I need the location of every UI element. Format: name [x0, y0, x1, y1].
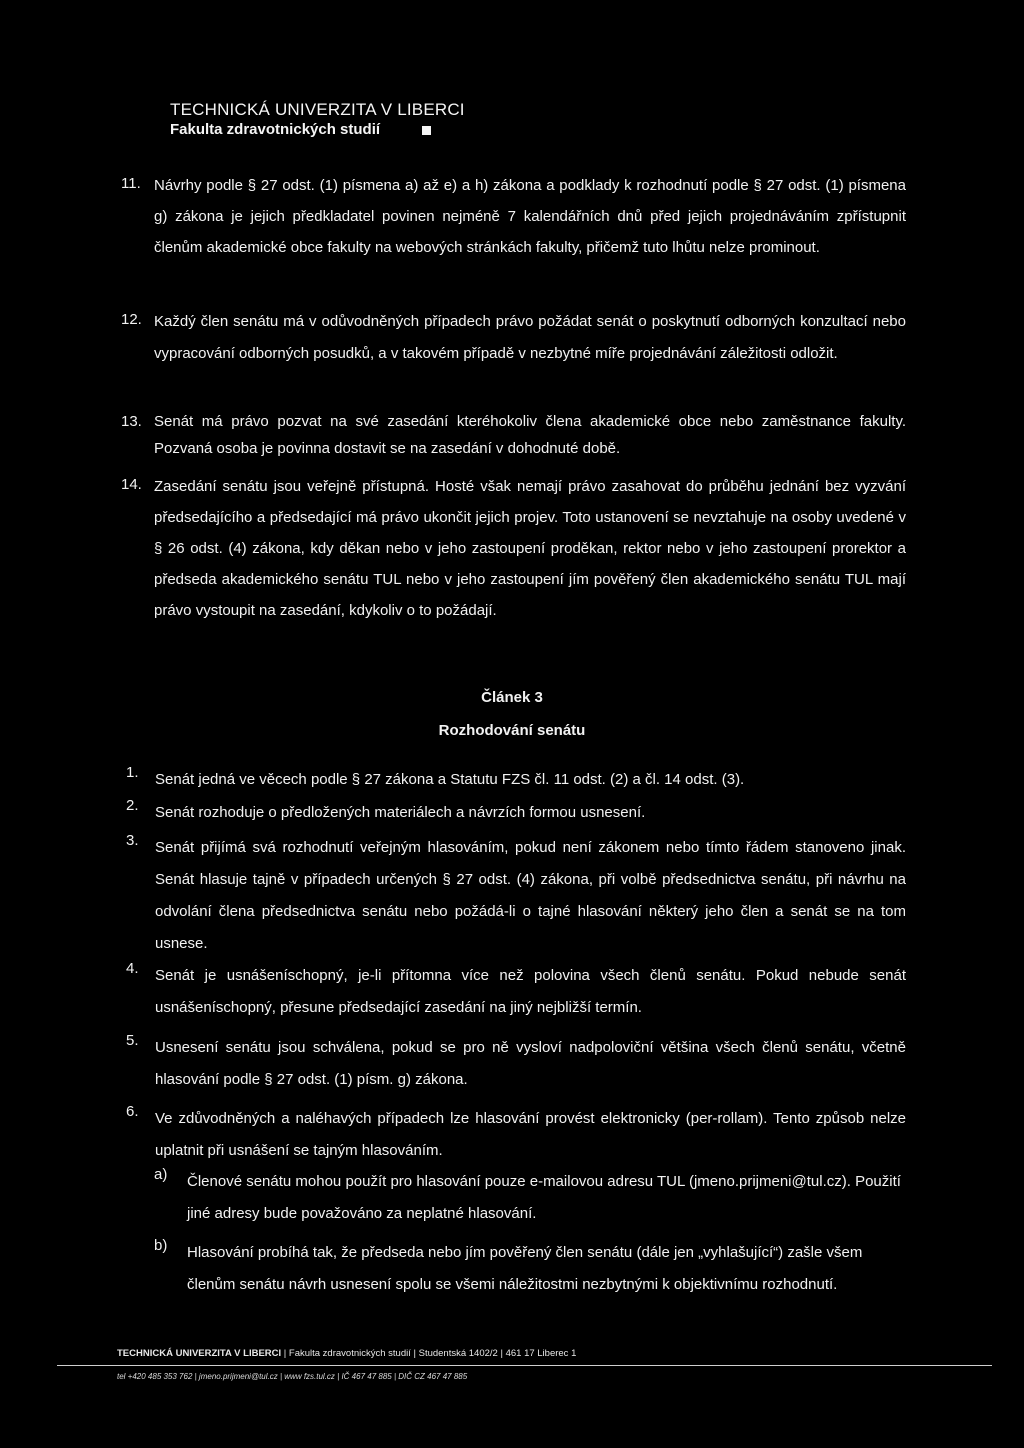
paragraph-number: 14. [121, 476, 142, 493]
document-footer [117, 1348, 877, 1381]
paragraph-13 [121, 408, 906, 462]
faculty-line [170, 120, 465, 140]
item-number: 6. [126, 1103, 139, 1120]
paragraph-number: 11. [121, 175, 141, 192]
article-title: Rozhodování senátu [438, 722, 586, 739]
item-text: Senát rozhoduje o předložených materiálech a návrzích formou usnesení. [155, 804, 646, 821]
paragraph-text: Zasedání senátu jsou veřejně přístupná. Hosté však nemají právo zasahovat do průběhu jednání bez vyzvání předsedajícího a předsedající má právo ukončit jejich projev. Toto ustanovení se nevztahuje na osoby uvedené v § 26 odst. (4) zákona, kdy děkan nebo v jeho zastoupení proděkan, rektor nebo v jeho zastoupení prorektor a předseda akademického senátu TUL nebo v jeho zastoupení jím pověřený člen akademického senátu TUL mají právo vystoupit na zasedání, kdykoliv o to požádají. [154, 478, 906, 619]
paragraph-14 [121, 471, 906, 626]
article-item-6 [126, 1103, 906, 1167]
paragraph-12 [121, 306, 906, 370]
sub-item-text: Členové senátu mohou použít pro hlasování pouze e-mailovou adresu TUL (jmeno.prijmeni@tul.cz). Použití jiné adresy bude považováno za neplatné hlasování. [187, 1173, 901, 1222]
footer-address-line [117, 1348, 877, 1359]
item-number: 3. [126, 832, 139, 849]
sub-item-letter: b) [154, 1237, 168, 1254]
article-item-1 [126, 764, 906, 796]
item-text: Senát jedná ve věcech podle § 27 zákona a Statutu FZS čl. 11 odst. (2) a čl. 14 odst. (3). [155, 771, 745, 788]
sub-item-a [154, 1166, 906, 1230]
university-name: TECHNICKÁ UNIVERZITA V LIBERCI [170, 100, 465, 119]
document-header [170, 100, 465, 140]
article-item-4 [126, 960, 906, 1024]
item-number: 4. [126, 960, 139, 977]
item-number: 2. [126, 797, 139, 814]
article-item-5 [126, 1032, 906, 1096]
item-text: Usnesení senátu jsou schválena, pokud se pro ně vysloví nadpoloviční většina všech členů senátu, včetně hlasování podle § 27 odst. (1) písm. g) zákona. [155, 1039, 906, 1088]
article-item-2 [126, 797, 906, 829]
paragraph-text: Každý člen senátu má v odůvodněných případech právo požádat senát o poskytnutí odborných konzultací nebo vypracování odborných posudků, a v takovém případě v nezbytné míře projednávání záležitosti odložit. [154, 313, 906, 362]
item-number: 1. [126, 764, 139, 781]
square-mark-icon [422, 126, 431, 135]
paragraph-11 [121, 170, 906, 263]
faculty-name: Fakulta zdravotnických studií [170, 121, 381, 138]
article-item-3 [126, 832, 906, 960]
article-number: Článek 3 [481, 689, 543, 706]
sub-item-text: Hlasování probíhá tak, že předseda nebo jím pověřený člen senátu (dále jen „vyhlašující“) zašle všem členům senátu návrh usnesení spolu se všemi náležitostmi nezbytnými k objektivnímu rozhodnutí. [187, 1244, 863, 1293]
item-text: Ve zdůvodněných a naléhavých případech lze hlasování provést elektronicky (per-rollam). Tento způsob nelze uplatnit při usnášení se tajným hlasováním. [155, 1110, 906, 1159]
paragraph-number: 13. [121, 413, 142, 430]
footer-org: TECHNICKÁ UNIVERZITA V LIBERCI [117, 1348, 282, 1359]
paragraph-text: Senát má právo pozvat na své zasedání kteréhokoliv člena akademické obce nebo zaměstnance fakulty. Pozvaná osoba je povinna dostavit se na zasedání v dohodnuté době. [154, 413, 906, 457]
footer-divider [57, 1365, 992, 1366]
item-text: Senát je usnášeníschopný, je-li přítomna více než polovina všech členů senátu. Pokud nebude senát usnášeníschopný, přesune předsedající zasedání na jiný nejbližší termín. [155, 967, 906, 1016]
sub-item-b [154, 1237, 906, 1301]
item-text: Senát přijímá svá rozhodnutí veřejným hlasováním, pokud není zákonem nebo tímto řádem stanoveno jinak. Senát hlasuje tajně v případech určených § 27 odst. (4) zákona, při volbě předsednictva senátu, při návrhu na odvolání člena předsednictva senátu nebo požádá-li o tajné hlasování některý jeho člen a senát se na tom usnese. [155, 839, 906, 952]
paragraph-text: Návrhy podle § 27 odst. (1) písmena a) až e) a h) zákona a podklady k rozhodnutí podle § 27 odst. (1) písmena g) zákona je jejich předkladatel povinen nejméně 7 kalendářních dnů před jejich projednáváním zpřístupnit členům akademické obce fakulty na webových stránkách fakulty, přičemž tuto lhůtu nelze prominout. [154, 177, 906, 256]
footer-address: | Fakulta zdravotnických studií | Studentská 1402/2 | 461 17 Liberec 1 [283, 1348, 577, 1359]
sub-item-letter: a) [154, 1166, 168, 1183]
paragraph-number: 12. [121, 311, 142, 328]
item-number: 5. [126, 1032, 139, 1049]
footer-contact: tel +420 485 353 762 | jmeno.prijmeni@tul.cz | www fzs.tul.cz | IČ 467 47 885 | DIČ CZ 467 47 885 [117, 1372, 468, 1381]
